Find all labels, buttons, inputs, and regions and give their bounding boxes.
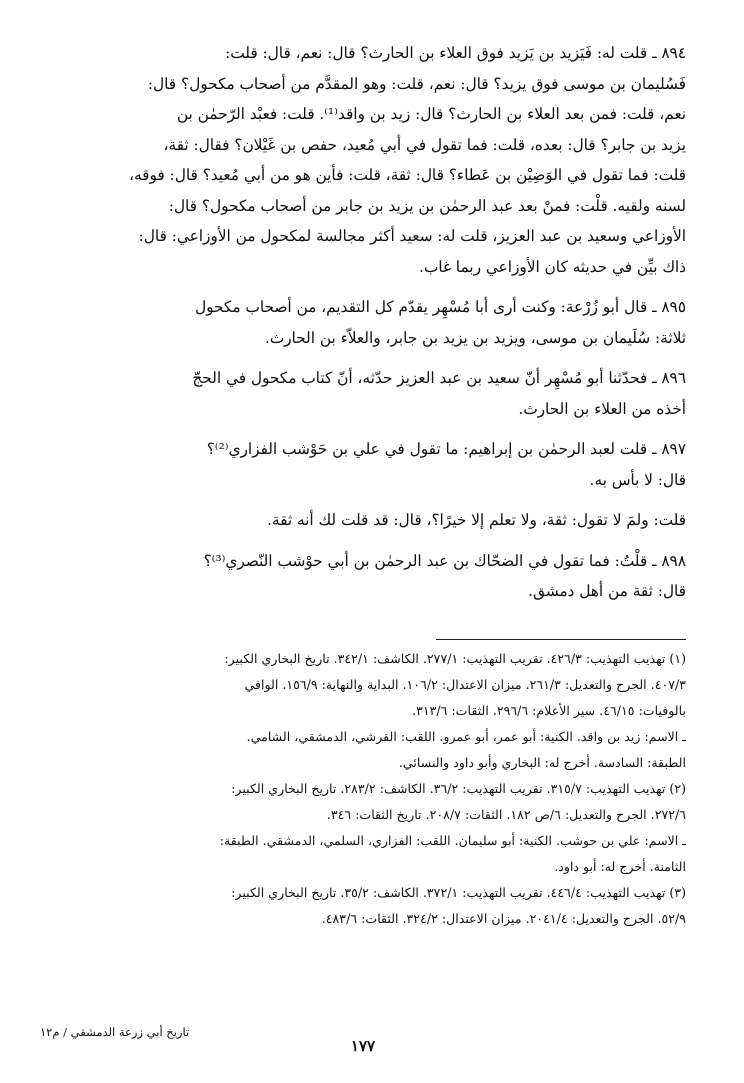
footnote-line: ـ الاسم: زيد بن واقد. الكنية: أبو عمر، أبو عمرو. اللقب: القرشي، الدمشقي، الشامي. <box>246 728 686 744</box>
footnote-line: (٢) تهذيب التهذيب: ٣١٥/٧. تقريب التهذيب: ٣٦/٢. الكاشف: ٢٨٣/٢. تاريخ البخاري الكبير: <box>231 780 686 796</box>
footnote-divider <box>436 639 686 640</box>
entry-895 <box>40 292 686 353</box>
footnote-line: ٥٢/٩. الجرح والتعديل: ٢٠٤١/٤. ميزان الاعتدال: ٣٢٤/٢. الثقات: ٤٨٣/٦. <box>321 910 686 926</box>
footnote-line: (٣) تهذيب التهذيب: ٤٤٦/٤. تقريب التهذيب: ٣٧٢/١. الكاشف: ٣٥/٢. تاريخ البخاري الكبير: <box>231 884 686 900</box>
text-line: يزيد بن جابر؟ قال: بعده، قلت: فما تقول في أبي مُعيد، حفص بن غَيْلان؟ فقال: ثقة، <box>163 135 686 154</box>
text-line: ٨٩٥ ـ قال أبو زُرْعة: وكنت أرى أبا مُسْهِر يقدّم كل التقديم، من أصحاب مكحول <box>195 298 686 316</box>
text-line: قال: لا بأس به. <box>589 470 686 489</box>
text-line: قال: ثقة من أهل دمشق. <box>528 582 686 600</box>
entry-898 <box>40 546 686 607</box>
text-line: نعم، قلت: فمن بعد العلاء بن الحارث؟ قال: زيد بن واقد⁽¹⁾. قلت: فعبْد الرّحمٰن بن <box>176 105 686 123</box>
footnotes <box>40 646 686 932</box>
text-line: قلت: ولمَ لا تقول: ثقة، ولا تعلم إلا خيرًا؟، قال: قد قلت لك أنه ثقة. <box>267 511 686 529</box>
text-line: لسنه ولقيه. قلْت: فمنْ بعد عبد الرحمٰن بن يزيد بن جابر من أصحاب مكحول؟ قال: <box>168 196 686 215</box>
footnote-line: الطبقة: السادسة. أخرج له: البخاري وأبو داود والنسائي. <box>398 754 686 770</box>
page-number: ١٧٧ <box>350 1037 376 1055</box>
book-page <box>40 38 686 1063</box>
text-line: ٨٩٦ ـ فحدّثنا أبو مُسْهِر أنّ سعيد بن عبد العزيز حدّثه، أنّ كتاب مكحول في الحجّ <box>192 369 686 387</box>
footnote-line: (١) تهذيب التهذيب: ٤٢٦/٣. تقريب التهذيب: ٢٧٧/١. الكاشف: ٣٤٢/١. تاريخ البخاري الكبير: <box>224 650 686 666</box>
text-line: أخذه من العلاء بن الحارث. <box>518 399 686 418</box>
text-line: ٨٩٧ ـ قلت لعبد الرحمٰن بن إبراهيم: ما تقول في علي بن حَوْشب الفزاري⁽²⁾؟ <box>206 440 686 458</box>
footnote-line: ـ الاسم: علي بن حوشب. الكنية: أبو سليمان. اللقب: الفزاري، السلمي، الدمشقي. الطبقة: <box>219 832 686 848</box>
text-line: فَسُليمان بن موسى فوق يزيد؟ قال: نعم، قلت: وهو المقدَّم من أصحاب مكحول؟ قال: <box>147 74 686 93</box>
footnote-line: ٤٠٧/٣. الجرح والتعديل: ٢٦١/٣. ميزان الاعتدال: ١٠٦/٢. البداية والنهاية: ١٥٦/٩. الوافي <box>244 676 686 692</box>
entry-897-continuation <box>40 505 686 536</box>
entry-894 <box>40 38 686 282</box>
footnote-line: الثامنة. أخرج له: أبو داود. <box>554 858 686 874</box>
text-line: قلت: فما تقول في الوَضِيْن بن عَطاء؟ قال: ثقة، قلت: فأين هو من أبي مُعيد؟ قال: فوقه، <box>129 166 686 184</box>
text-line: ذاك بيِّن في حديثه كان الأوزاعي ربما غاب. <box>419 257 686 276</box>
text-line: ثلاثة: سُلَيمان بن موسى، ويزيد بن يزيد بن جابر، والعلاّء بن الحارث. <box>264 328 686 347</box>
entry-896 <box>40 363 686 424</box>
text-line: ٨٩٨ ـ قلْتُ: فما تقول في الضحّاك بن عبد الرحمٰن بن أبي حوْشب النّصري⁽³⁾؟ <box>203 551 686 570</box>
text-line: الأوزاعي وسعيد بن عبد العزيز، قلت له: سعيد أكثر مجالسة لمكحول من الأوزاعي: قال: <box>138 227 686 245</box>
text-line: ٨٩٤ ـ قلت له: فَيَزيد بن يَزيد فوق العلاء بن الحارث؟ قال: نعم، قال: قلت: <box>225 44 686 62</box>
footnote-line: ٢٧٢/٦. الجرح والتعديل: ٦/ص ١٨٢. الثقات: ٢٠٨/٧. تاريخ الثقات: ٣٤٦. <box>326 806 686 822</box>
footnote-line: بالوفيات: ٤٦/١٥. سير الأعلام: ٢٩٦/٦. الثقات: ٣١٣/٦. <box>412 702 686 718</box>
main-text <box>40 38 686 607</box>
entry-897 <box>40 434 686 495</box>
running-footer: تاريخ أبي زرعة الدمشقي / م١٢ <box>40 1025 190 1039</box>
